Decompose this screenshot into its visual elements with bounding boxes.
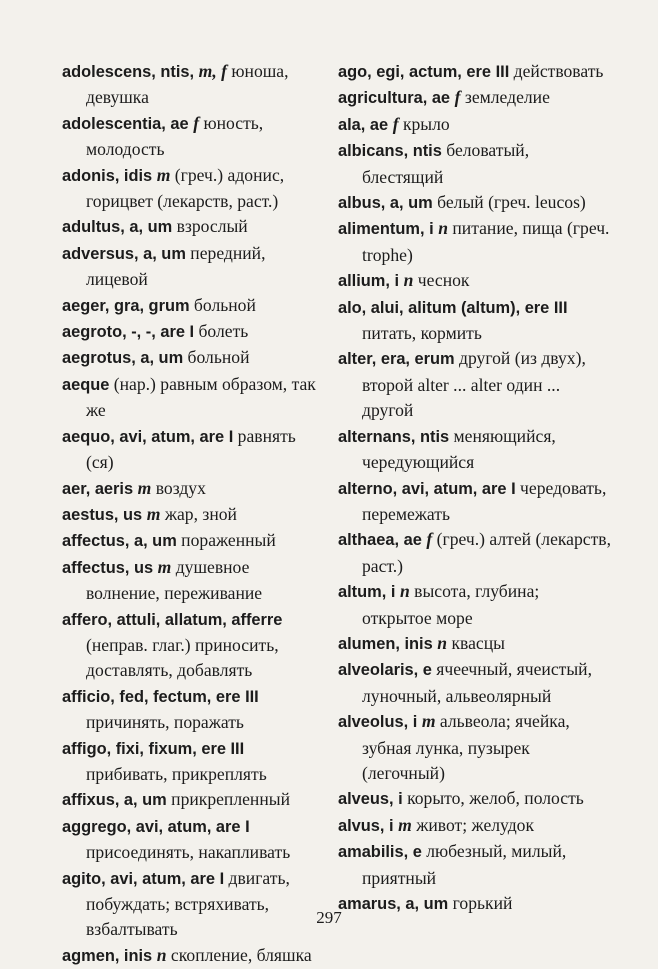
entry-translation: чередовать, перемежать	[362, 477, 607, 524]
entry-headword: alvus, i	[338, 816, 399, 835]
entry-translation: прибивать, прикреплять	[86, 763, 267, 784]
entry-headword: ala, ae	[338, 115, 393, 134]
dictionary-entry	[62, 372, 324, 424]
dictionary-entry	[62, 607, 324, 684]
dictionary-entry	[62, 684, 324, 736]
entry-headword: aeger, gra, grum	[62, 296, 190, 315]
dictionary-entry	[338, 59, 613, 85]
entry-headword: affixus, a, um	[62, 791, 167, 810]
entry-headword: agricultura, ae	[338, 89, 455, 108]
entry-translation: ячеечный, ячеистый, луночный, альвеолярный	[362, 659, 592, 706]
dictionary-entry	[338, 527, 613, 579]
dictionary-entry	[338, 476, 613, 528]
entry-translation: юность, молодость	[86, 112, 264, 160]
entry-headword: affectus, a, um	[62, 532, 177, 551]
dictionary-entry	[62, 736, 324, 788]
entry-gender: f	[193, 112, 200, 133]
entry-headword: aegroto, -, -, are I	[62, 323, 195, 342]
entry-translation: передний, лицевой	[86, 242, 266, 290]
entry-headword: albus, a, um	[338, 194, 433, 213]
entry-translation: (греч.) адонис, горицвет (лекарств, раст.)	[86, 164, 285, 212]
dictionary-entry	[338, 813, 613, 839]
dictionary-entry	[62, 787, 324, 813]
entry-headword: alimentum, i	[338, 220, 439, 239]
entry-translation: чеснок	[413, 270, 470, 291]
entry-translation: душевное волнение, переживание	[86, 556, 263, 604]
dictionary-entry	[62, 555, 324, 607]
dictionary-entry	[338, 190, 613, 216]
entry-headword: aequo, avi, atum, are I	[62, 427, 234, 446]
entry-translation: взрослый	[172, 216, 248, 237]
entry-gender: f	[426, 529, 433, 550]
entry-gender: m	[157, 556, 172, 577]
dictionary-entry	[62, 345, 324, 371]
dictionary-entry	[62, 163, 324, 215]
entry-gender: n	[437, 632, 448, 653]
dictionary-entry	[338, 579, 613, 631]
entry-translation: прикрепленный	[166, 789, 291, 810]
entry-translation: беловатый, блестящий	[362, 140, 530, 187]
entry-translation: высота, глубина; открытое море	[362, 581, 540, 628]
entry-headword: alveus, i	[338, 790, 403, 809]
entry-translation: равнять (ся)	[86, 425, 296, 473]
dictionary-entry	[62, 476, 324, 502]
page-number: 297	[316, 908, 342, 927]
entry-headword: agmen, inis	[62, 946, 157, 965]
entry-translation: скопление, бляшка	[166, 944, 312, 965]
right-column	[338, 59, 613, 917]
entry-headword: aer, aeris	[62, 479, 138, 498]
dictionary-entry	[338, 295, 613, 347]
dictionary-entry	[62, 528, 324, 554]
entry-headword: alveolaris, e	[338, 661, 432, 680]
entry-translation: воздух	[151, 477, 206, 498]
entry-headword: ago, egi, actum, ere III	[338, 63, 510, 81]
dictionary-entry	[338, 839, 613, 891]
entry-headword: aestus, us	[62, 505, 147, 524]
dictionary-entry	[62, 866, 324, 943]
entry-translation: меняющийся, чередующийся	[362, 425, 556, 473]
entry-translation: (нар.) равным образом, так же	[86, 373, 316, 421]
entry-headword: allium, i	[338, 272, 404, 291]
dictionary-entry	[62, 214, 324, 240]
entry-translation: (греч.) алтей (лекарств, раст.)	[362, 529, 611, 576]
dictionary-entry	[62, 59, 324, 111]
entry-headword: affectus, us	[62, 558, 158, 577]
entry-headword: alternans, ntis	[338, 427, 450, 446]
entry-translation: крыло	[398, 113, 450, 134]
dictionary-entry	[338, 346, 613, 423]
entry-translation: горький	[448, 893, 513, 913]
entry-headword: alter, era, erum	[338, 350, 455, 369]
dictionary-entry	[62, 319, 324, 345]
entry-gender: n	[438, 218, 448, 239]
entry-gender: n	[403, 270, 414, 291]
entry-gender: m	[421, 711, 436, 732]
dictionary-entry	[62, 424, 324, 476]
entry-translation: питание, пища (греч. trophe)	[362, 218, 610, 265]
entry-headword: alumen, inis	[338, 634, 438, 653]
entry-headword: afficio, fed, fectum, ere III	[62, 687, 259, 706]
entry-headword: aegrotus, a, um	[62, 349, 184, 368]
entry-headword: aggrego, avi, atum, are I	[62, 817, 250, 836]
entry-headword: agito, avi, atum, are I	[62, 869, 225, 888]
dictionary-entry	[338, 216, 613, 268]
left-column	[62, 59, 324, 969]
entry-headword: adversus, a, um	[62, 244, 186, 263]
entry-gender: f	[392, 113, 399, 134]
entry-translation: другой (из двух), второй alter ... alter один ... другой	[362, 348, 586, 421]
dictionary-entry	[338, 786, 613, 812]
dictionary-entry	[338, 709, 613, 786]
entry-headword: adultus, a, um	[62, 218, 173, 237]
dictionary-entry	[338, 424, 613, 476]
entry-headword: alveolus, i	[338, 713, 422, 732]
entry-translation: больной	[183, 347, 250, 368]
entry-translation: (неправ. глаг.) приносить, доставлять, добавлять	[86, 634, 279, 681]
dictionary-entry	[338, 85, 613, 111]
dictionary-entry	[338, 268, 613, 294]
entry-translation: питать, кормить	[362, 323, 482, 344]
dictionary-entry	[338, 112, 613, 138]
dictionary-entry	[62, 814, 324, 866]
entry-headword: affigo, fixi, fixum, ere III	[62, 739, 245, 758]
entry-headword: aeque	[62, 375, 110, 394]
dictionary-entry	[62, 943, 324, 969]
entry-headword: affero, attuli, allatum, afferre	[62, 610, 283, 629]
entry-gender: m	[146, 503, 161, 524]
entry-translation: юноша, девушка	[86, 61, 289, 108]
dictionary-entry	[62, 502, 324, 528]
entry-translation: пораженный	[176, 530, 276, 551]
entry-translation: больной	[189, 294, 256, 315]
dictionary-entry	[338, 657, 613, 709]
entry-translation: действовать	[509, 61, 604, 81]
entry-gender: m	[156, 164, 171, 185]
entry-headword: adonis, idis	[62, 166, 157, 185]
entry-translation: любезный, милый, приятный	[362, 841, 567, 888]
entry-gender: n	[156, 944, 167, 965]
entry-translation: альвеола; ячейка, зубная лунка, пузырек (легочный)	[362, 711, 570, 783]
entry-translation: присоединять, накапливать	[86, 842, 291, 863]
dictionary-entry	[62, 241, 324, 293]
entry-headword: adolescens, ntis,	[62, 63, 199, 81]
entry-translation: причинять, поражать	[86, 712, 244, 733]
entry-translation: корыто, желоб, полость	[402, 788, 584, 809]
entry-translation: белый (греч. leucos)	[432, 192, 586, 213]
dictionary-entry	[338, 138, 613, 190]
entry-gender: m, f	[198, 61, 227, 81]
entry-translation: болеть	[194, 321, 249, 342]
entry-headword: altum, i	[338, 583, 400, 602]
entry-headword: adolescentia, ae	[62, 114, 194, 133]
entry-translation: двигать, побуждать; встряхивать, взбалтывать	[86, 867, 290, 940]
entry-gender: n	[399, 581, 410, 602]
entry-translation: квасцы	[447, 632, 505, 653]
entry-gender: m	[398, 814, 412, 835]
entry-headword: althaea, ae	[338, 531, 427, 550]
dictionary-entry	[62, 111, 324, 163]
entry-headword: amarus, a, um	[338, 895, 449, 913]
entry-translation: жар, зной	[160, 503, 237, 524]
dictionary-entry	[62, 293, 324, 319]
entry-headword: amabilis, e	[338, 843, 422, 862]
entry-headword: albicans, ntis	[338, 142, 442, 161]
entry-translation: земледелие	[460, 87, 550, 108]
entry-headword: alo, alui, alitum (altum), ere III	[338, 298, 568, 317]
entry-headword: alterno, avi, atum, are I	[338, 479, 516, 498]
dictionary-entry	[338, 631, 613, 657]
entry-gender: f	[454, 87, 461, 108]
entry-translation: живот; желудок	[411, 814, 535, 835]
entry-gender: m	[137, 477, 152, 498]
